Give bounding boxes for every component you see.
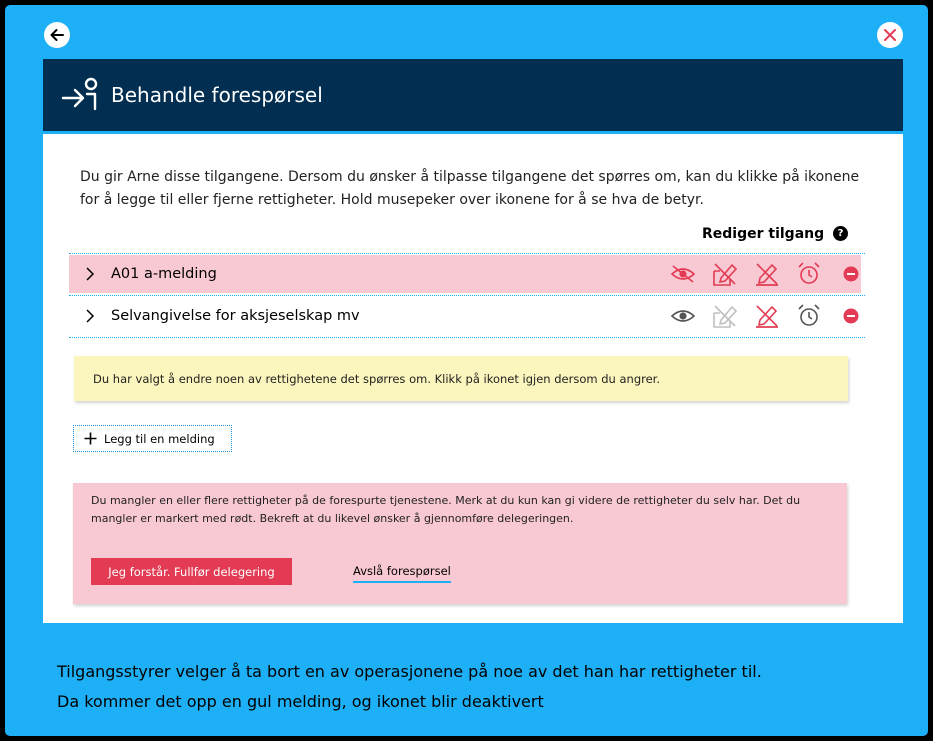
chevron-right-icon[interactable] bbox=[83, 267, 97, 281]
intro-text: Du gir Arne disse tilgangene. Dersom du ønsker å tilpasse tilgangene det spørres om, kan du klikke på ikonene for å legge til eller fjerne rettigheter. Hold musepeker over ikonene for å se hva de betyr. bbox=[80, 169, 860, 208]
service-row-selvangivelse[interactable] bbox=[69, 297, 861, 335]
remove-icon[interactable] bbox=[838, 303, 864, 329]
eye-icon[interactable] bbox=[670, 303, 696, 329]
permission-icons bbox=[670, 303, 864, 329]
add-message-button[interactable] bbox=[73, 425, 232, 452]
panel-body bbox=[43, 134, 903, 623]
eye-icon[interactable] bbox=[670, 261, 696, 287]
warning-text: Du har valgt å endre noen av rettighetene det spørres om. Klikk på ikonet igjen dersom du angrer. bbox=[93, 371, 660, 386]
caption-line-1: Tilgangsstyrer velger å ta bort en av operasjonene på noe av det han har rettigheter til. bbox=[57, 662, 762, 681]
alarm-icon[interactable] bbox=[796, 303, 822, 329]
confirm-delegation-button[interactable]: Jeg forstår. Fullfør delegering bbox=[91, 558, 292, 585]
warning-message bbox=[74, 356, 848, 401]
service-name: Selvangivelse for aksjeselskap mv bbox=[111, 308, 360, 324]
back-button[interactable] bbox=[44, 22, 70, 48]
service-row-a01[interactable] bbox=[69, 255, 861, 293]
sign-icon[interactable] bbox=[754, 261, 780, 287]
delegate-access-icon bbox=[61, 75, 103, 115]
sign-icon[interactable] bbox=[754, 303, 780, 329]
page-title: Behandle forespørsel bbox=[111, 83, 323, 107]
plus-icon bbox=[84, 432, 97, 445]
edit-access-label: Rediger tilgang bbox=[702, 226, 825, 242]
alarm-icon[interactable] bbox=[796, 261, 822, 287]
close-icon bbox=[883, 28, 897, 42]
error-box bbox=[73, 483, 847, 604]
help-icon[interactable]: ? bbox=[833, 226, 848, 241]
write-icon[interactable] bbox=[712, 261, 738, 287]
divider bbox=[69, 253, 865, 254]
close-button[interactable] bbox=[877, 22, 903, 48]
remove-icon[interactable] bbox=[838, 261, 864, 287]
caption-line-2: Da kommer det opp en gul melding, og ikonet blir deaktivert bbox=[57, 692, 544, 711]
decline-request-link[interactable]: Avslå forespørsel bbox=[353, 564, 451, 583]
add-message-label: Legg til en melding bbox=[104, 431, 215, 446]
arrow-left-icon bbox=[49, 27, 65, 43]
panel-header bbox=[43, 59, 903, 131]
service-name: A01 a-melding bbox=[111, 266, 217, 282]
divider bbox=[69, 295, 865, 296]
error-message: Du mangler en eller flere rettigheter på de forespurte tjenestene. Merk at du kun kan gi videre de rettigheter du selv har. Det du mangler er markert med rødt. Bekreft at du likevel ønsker å gjennomføre delegeringen. bbox=[91, 494, 801, 525]
permission-icons bbox=[670, 261, 864, 287]
divider bbox=[69, 337, 865, 338]
write-icon-disabled[interactable] bbox=[712, 303, 738, 329]
chevron-right-icon[interactable] bbox=[83, 309, 97, 323]
